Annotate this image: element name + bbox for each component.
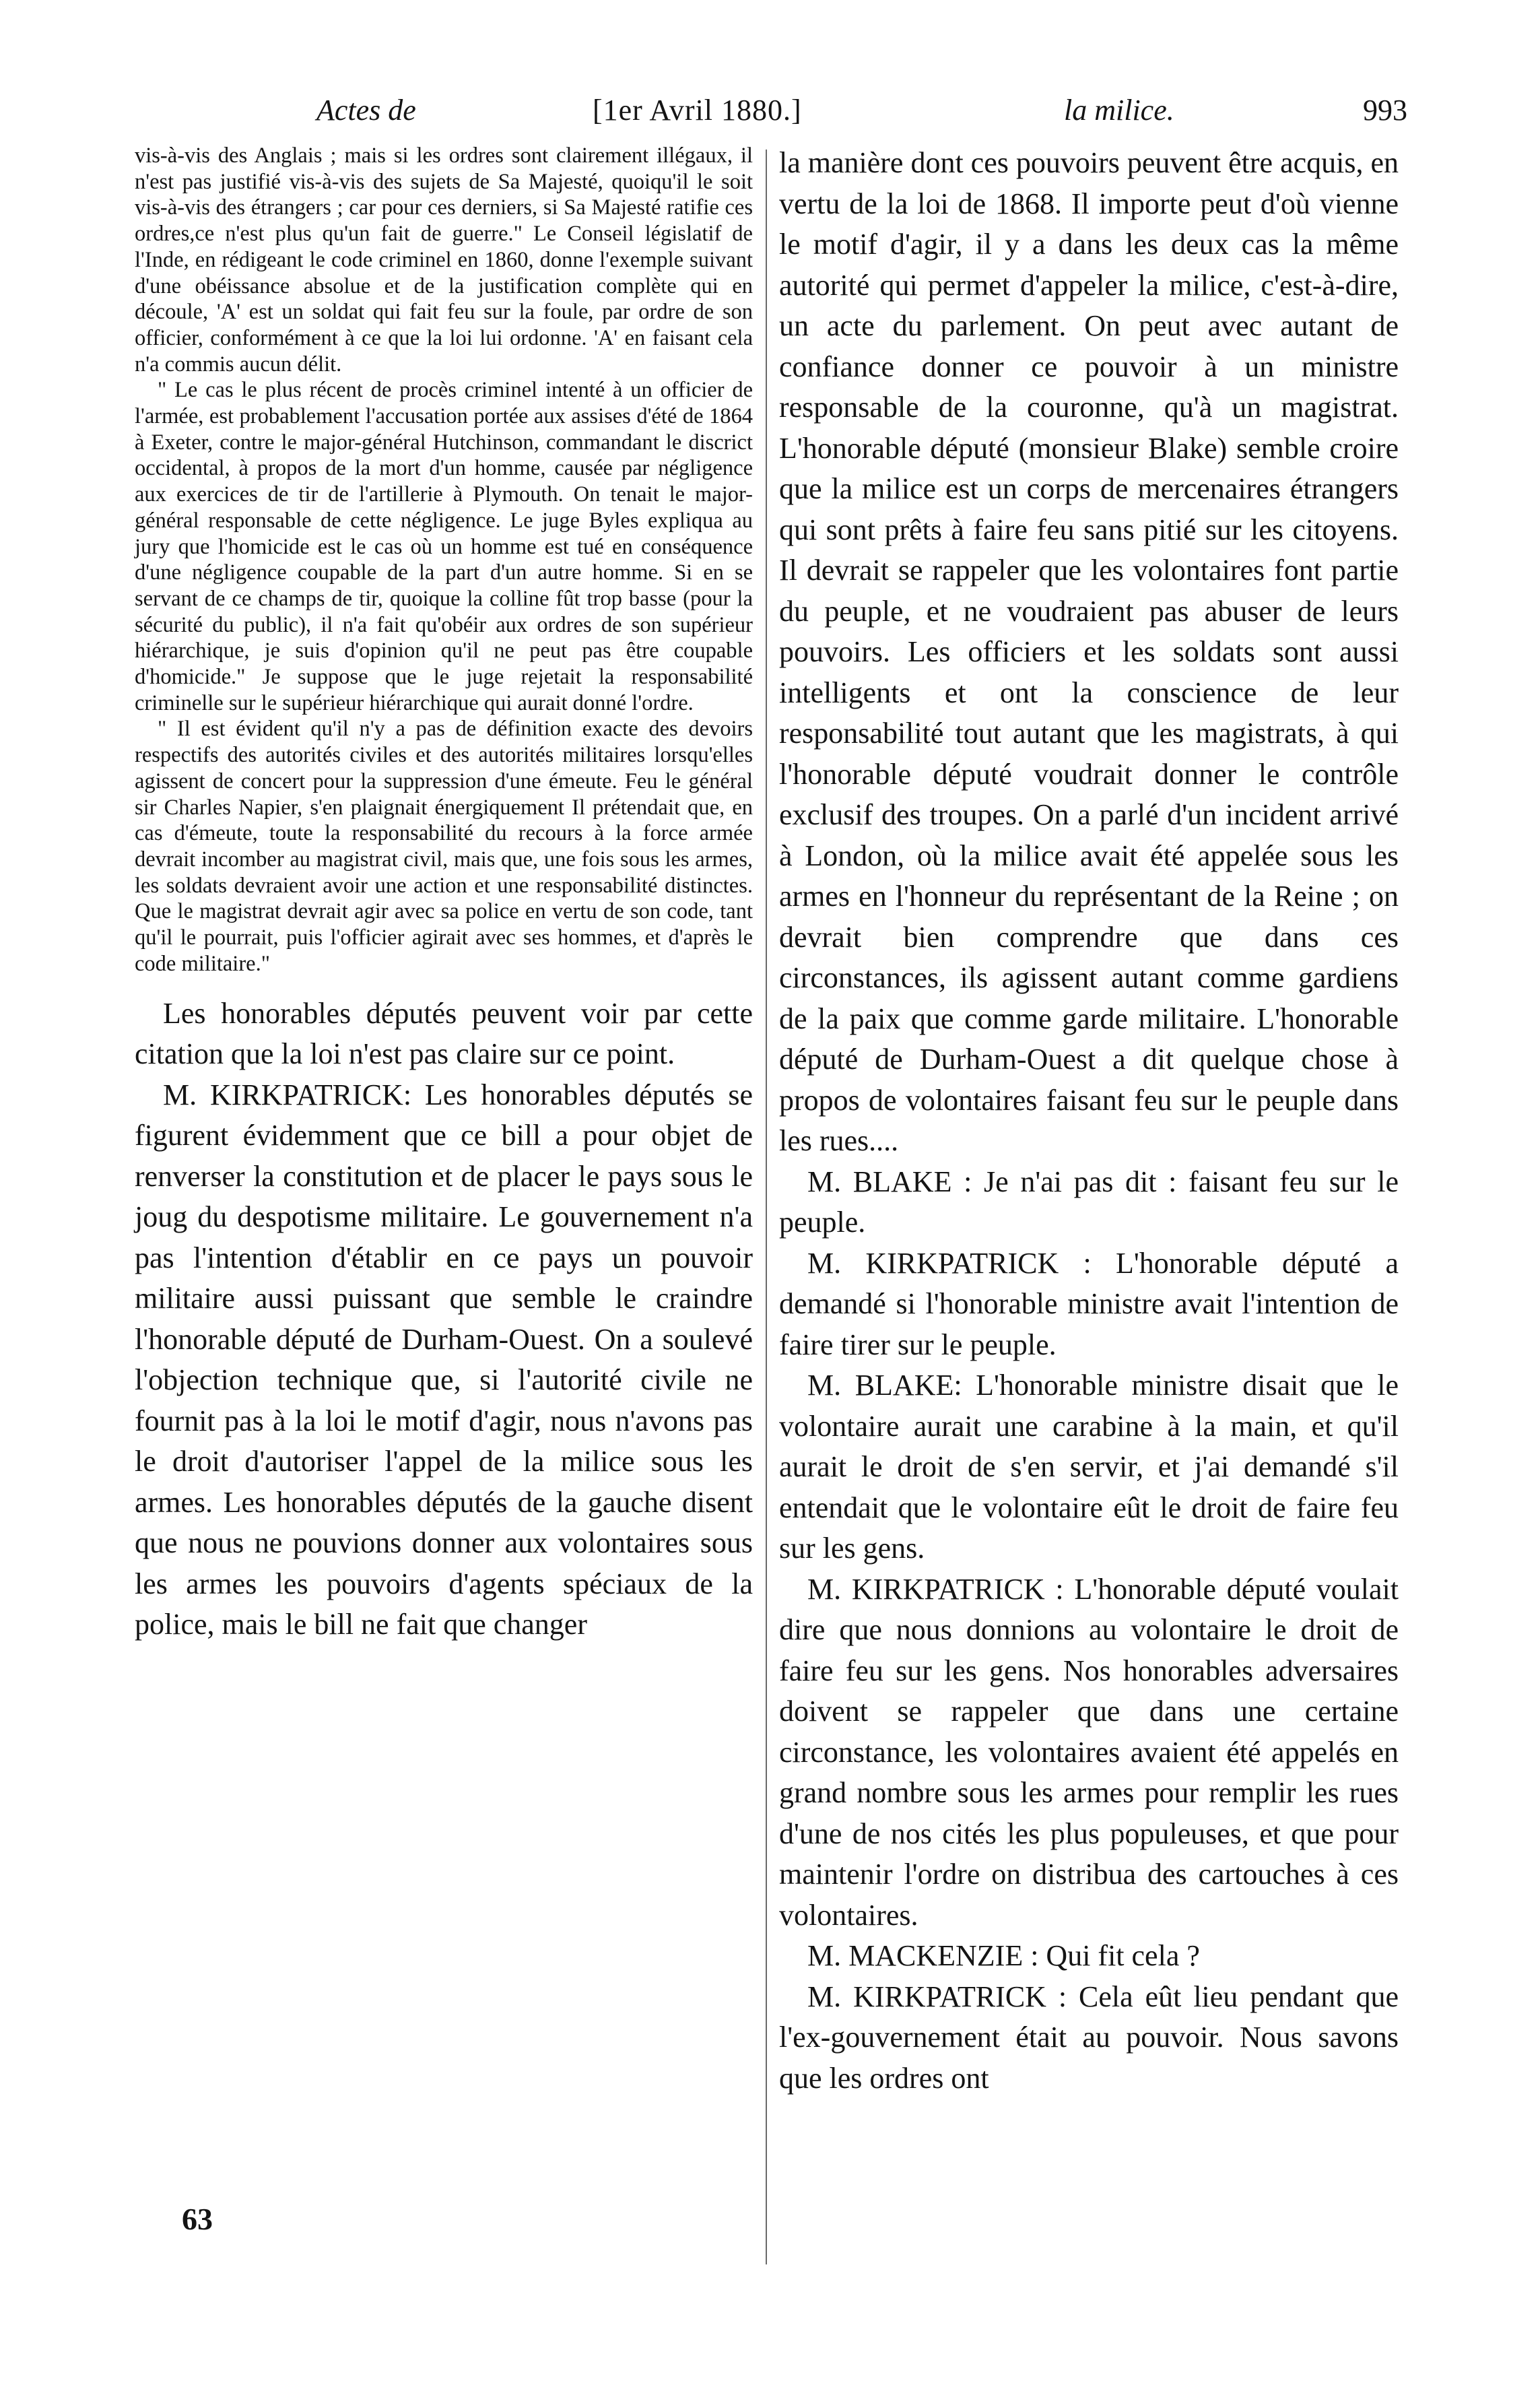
quote-paragraph: " Il est évident qu'il n'y a pas de définition exacte des devoirs respectifs des autorités civiles et des autorités militaires lorsqu'elles agissent de concert pour la suppression d'une émeute. Feu le général sir Charles Napier, s'en plaignait énergiquement Il prétendait que, en cas d'émeute, toute la responsabilité du recours à la force armée devrait incomber au magistrat civil, mais que, une fois sous les armes, les soldats devraient avoir une action et une responsabilité distinctes. Que le magistrat devrait agir avec sa police en vertu de son code, tant qu'il le pourrait, puis l'officier agirait avec ses hommes, et d'après le code militaire." [135,717,753,976]
speech-paragraph: M. KIRKPATRICK : L'honorable député voulait dire que nous donnions au volontaire le droit de faire feu sur les gens. Nos honorables adversaires doivent se rappeler que dans une certaine circonstance, les volontaires avaient été appelés en grand nombre sous les armes pour remplir les rues d'une de nos cités les plus populeuses, et que pour maintenir l'ordre on distribua des cartouches à ces volontaires. [779,1572,1399,1932]
quote-paragraph: " Le cas le plus récent de procès criminel intenté à un officier de l'armée, est probablement l'accusation portée aux assises d'été de 1864 à Exeter, contre le major-général Hutchinson, commandant le discrict occidental, à propos de la mort d'un homme, causée par négligence aux exercices de tir de l'artillerie à Plymouth. On tenait le major-général responsable de cette négligence. Le juge Byles expliqua au jury que l'homicide est le cas où un homme est tué en conséquence d'une négligence coupable de la part d'un autre homme. Si en se servant de ce champs de tir, quoique la colline fût trop basse (pour la sécurité du public), il n'a fait qu'obéir aux ordres de son supérieur hiérarchique, je suis d'opinion qu'il ne peut pas être coupable d'homicide." Je suppose que le juge rejetait la responsabilité criminelle sur le supérieur hiérarchique qui aurait donné l'ordre. [135,378,753,715]
speech-paragraph: M. KIRKPATRICK: Les honorables députés se figurent évidemment que ce bill a pour objet de renverser la constitution et de placer le pays sous le joug du despotisme militaire. Le gouvernement n'a pas l'intention d'établir en ce pays un pouvoir militaire aussi puissant que semble le craindre l'honorable député de Durham-Ouest. On a soulevé l'objection technique que, si l'autorité civile ne fournit pas à la loi le motif d'agir, nous n'avons pas le droit d'autoriser l'appel de la milice sous les armes. Les honorables députés de la gauche disent que nous ne pouvions donner aux volontaires sous les armes les pouvoirs d'agents spéciaux de la police, mais le bill ne fait que changer [135,1078,753,1641]
speech-paragraph: M. BLAKE : Je n'ai pas dit : faisant feu sur le peuple. [779,1165,1399,1239]
header-date: [1er Avril 1880.] [593,94,802,127]
running-header [316,93,1407,133]
column-divider [766,150,767,2264]
debate-text-left [135,993,753,1645]
body-paragraph: Les honorables députés peuvent voir par cette citation que la loi n'est pas claire sur ce point. [135,996,753,1070]
printer-signature-mark: 63 [182,2202,213,2236]
speech-paragraph: M. BLAKE: L'honorable ministre disait que le volontaire aurait une carabine à la main, et qu'il aurait le droit de s'en servir, et j'ai demandé s'il entendait que le volontaire eût le droit de faire feu sur les gens. [779,1369,1399,1565]
page-number: 993 [1363,94,1407,127]
speech-paragraph: M. KIRKPATRICK : L'honorable député a demandé si l'honorable ministre avait l'intention de faire tirer sur le peuple. [779,1246,1399,1361]
speech-paragraph: M. MACKENZIE : Qui fit cela ? [807,1939,1200,1972]
speech-paragraph: M. KIRKPATRICK : Cela eût lieu pendant que l'ex-gouvernement était au pouvoir. Nous savons que les ordres ont [779,1980,1399,2095]
quoted-passage [135,143,753,977]
header-right-title: la milice. [1064,94,1174,127]
right-column [779,143,1399,2099]
continued-paragraph: la manière dont ces pouvoirs peuvent être acquis, en vertu de la loi de 1868. Il importe peut d'où vienne le motif d'agir, il y a dans les deux cas la même autorité qui permet d'appeler la milice, c'est-à-dire, un acte du parlement. On peut avec autant de confiance donner ce pouvoir à un ministre responsable de la couronne, qu'à un magistrat. L'honorable député (monsieur Blake) semble croire que la milice est un corps de mercenaires étrangers qui sont prêts à faire feu sans pitié sur les citoyens. Il devrait se rappeler que les volontaires font partie du peuple, et ne voudraient pas abuser de leurs pouvoirs. Les officiers et les soldats sont aussi intelligents et ont la conscience de leur responsabilité tout autant que les magistrats, à qui l'honorable député voudrait donner le contrôle exclusif des troupes. On a parlé d'un incident arrivé à London, où la milice avait été appelée sous les armes en l'honneur du représentant de la Reine ; on devrait bien comprendre que dans ces circonstances, ils agissent autant comme gardiens de la paix que comme garde militaire. L'honorable député de Durham-Ouest a dit quelque chose à propos de volontaires faisant feu sur le peuple dans les rues.... [779,146,1399,1157]
debate-text-right [779,143,1399,2099]
header-left-title: Actes de [316,94,416,127]
quote-paragraph: vis-à-vis des Anglais ; mais si les ordres sont clairement illégaux, il n'est pas justifié vis-à-vis des sujets de Sa Majesté, quoiqu'il le soit vis-à-vis des étrangers ; car pour ces derniers, si Sa Majesté ratifie ces ordres,ce n'est plus qu'un fait de guerre." Le Conseil législatif de l'Inde, en rédigeant le code criminel en 1860, donne l'exemple suivant d'une obéissance absolue et de la justification complète qui en découle, 'A' est un soldat qui fait feu sur la foule, par ordre de son officier, conformément à ce que la loi lui ordonne. 'A' en faisant cela n'a commis aucun délit. [135,143,753,377]
left-column [135,143,753,1645]
